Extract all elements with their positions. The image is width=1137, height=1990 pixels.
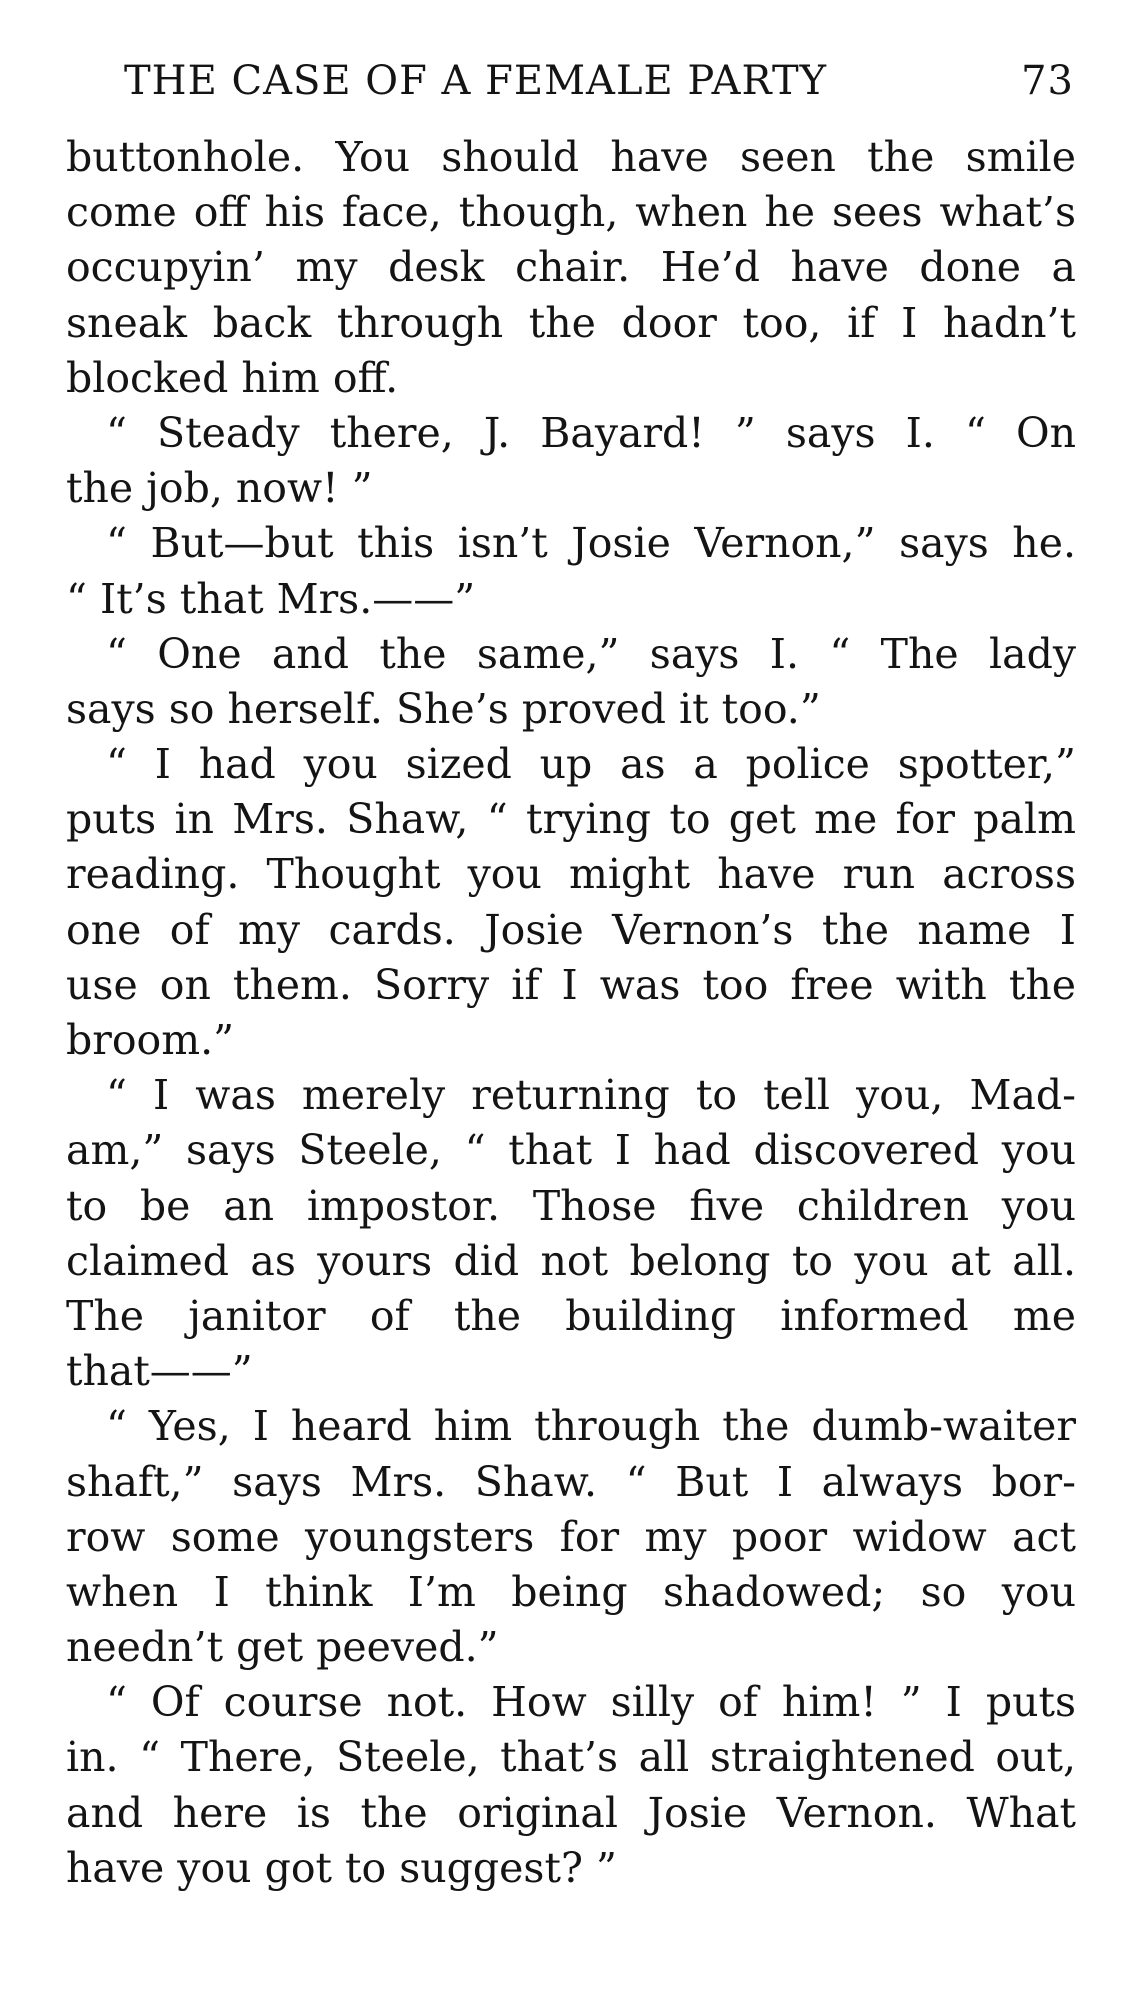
text-line: blocked him off. xyxy=(66,353,399,402)
text-line: “ Yes, I heard him through the dumb-waiter xyxy=(106,1402,1076,1451)
text-line: to be an impostor. Those five children you xyxy=(66,1181,1076,1230)
text-line: buttonhole. You should have seen the smile xyxy=(66,133,1076,181)
text-line: “ I had you sized up as a police spotter,” xyxy=(106,740,1076,789)
text-line: “ But—but this isn’t Josie Vernon,” says he. xyxy=(106,519,1076,568)
text-line: one of my cards. Josie Vernon’s the name I xyxy=(66,905,1076,954)
running-title: THE CASE OF A FEMALE PARTY xyxy=(124,58,828,104)
text-line: use on them. Sorry if I was too free with the xyxy=(66,960,1076,1009)
text-line: that——” xyxy=(66,1347,253,1396)
text-line: puts in Mrs. Shaw, “ trying to get me for palm xyxy=(66,795,1076,844)
text-line: sneak back through the door too, if I hadn’t xyxy=(66,298,1076,347)
text-line: “ I was merely returning to tell you, Mad- xyxy=(106,1071,1076,1120)
text-line: when I think I’m being shadowed; so you xyxy=(66,1567,1076,1616)
text-line: “ Of course not. How silly of him! ” I puts xyxy=(106,1678,1076,1727)
text-line: The janitor of the building informed me xyxy=(66,1291,1076,1340)
page-number: 73 xyxy=(1021,58,1074,104)
text-line: says so herself. She’s proved it too.” xyxy=(66,684,821,733)
text-line: “ Steady there, J. Bayard! ” says I. “ On xyxy=(106,408,1076,457)
text-line: occupyin’ my desk chair. He’d have done a xyxy=(66,243,1076,292)
running-header xyxy=(66,58,1076,124)
text-line: broom.” xyxy=(66,1016,235,1064)
text-line: in. “ There, Steele, that’s all straightened out, xyxy=(66,1733,1076,1782)
text-line: reading. Thought you might have run across xyxy=(66,850,1076,899)
text-line: the job, now! ” xyxy=(66,464,373,513)
text-line: come off his face, though, when he sees what’s xyxy=(66,188,1076,237)
text-line: am,” says Steele, “ that I had discovered you xyxy=(66,1126,1076,1175)
text-line: needn’t get peeved.” xyxy=(66,1623,499,1672)
text-line: and here is the original Josie Vernon. What xyxy=(66,1788,1076,1837)
book-page xyxy=(66,58,1076,1896)
text-line: have you got to suggest? ” xyxy=(66,1843,617,1892)
text-line: row some youngsters for my poor widow act xyxy=(66,1512,1076,1561)
text-line: shaft,” says Mrs. Shaw. “ But I always bor- xyxy=(66,1457,1076,1506)
text-line: claimed as yours did not belong to you at all. xyxy=(66,1236,1076,1285)
body-text xyxy=(66,130,1076,1896)
text-line: “ It’s that Mrs.——” xyxy=(66,574,476,623)
text-line: “ One and the same,” says I. “ The lady xyxy=(106,629,1076,678)
